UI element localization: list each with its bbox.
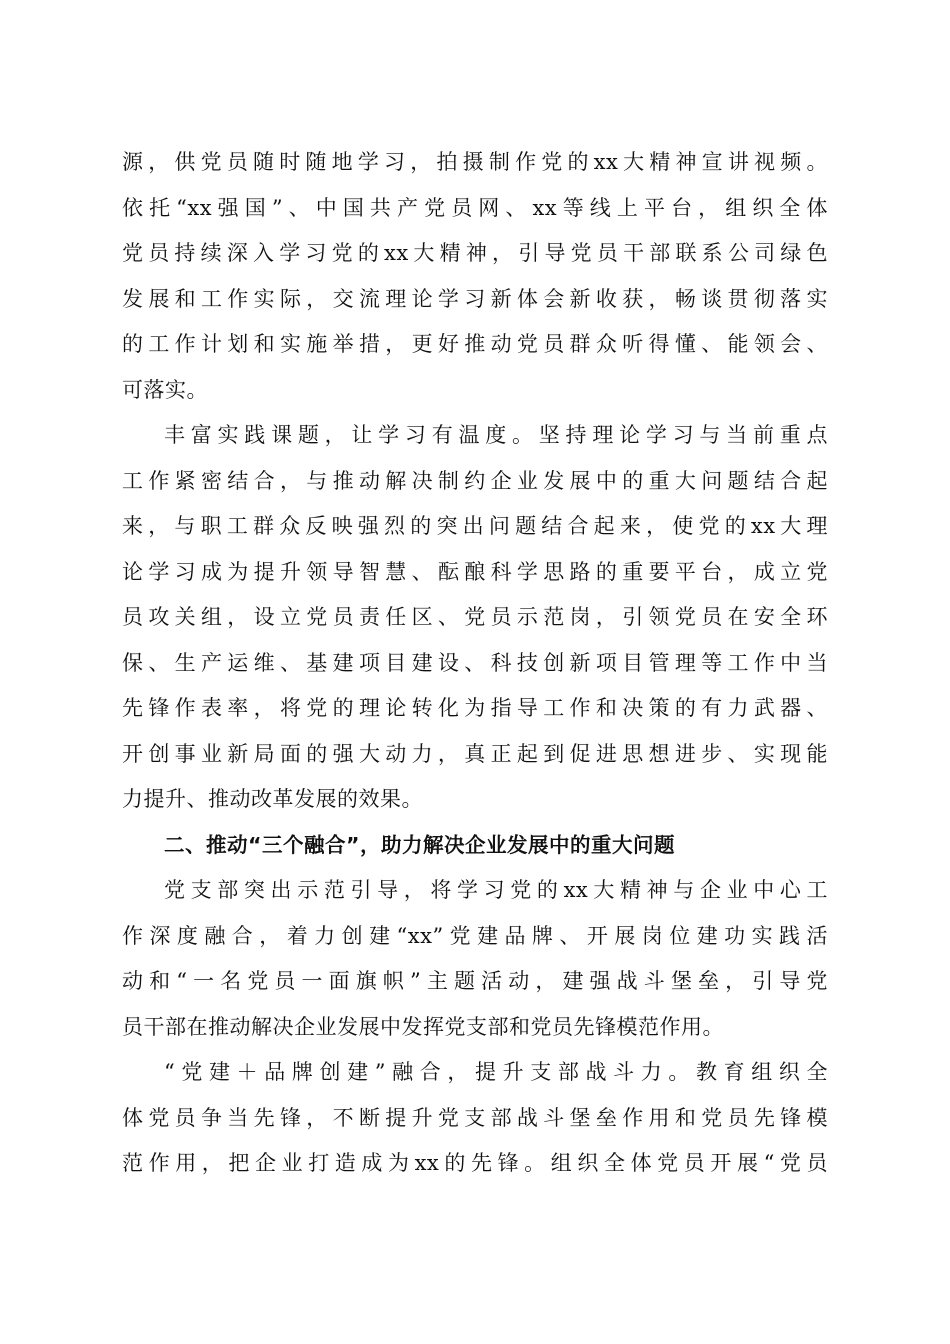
paragraph-line: 体党员争当先锋，不断提升党支部战斗堡垒作用和党员先锋模	[122, 1105, 828, 1130]
paragraph-line: 作深度融合，着力创建“xx”党建品牌、开展岗位建功实践活	[122, 923, 828, 948]
document-body	[122, 140, 828, 1187]
paragraph-line: 源，供党员随时随地学习，拍摄制作党的xx大精神宣讲视频。	[122, 150, 828, 174]
paragraph-line: 党员持续深入学习党的xx大精神，引导党员干部联系公司绿色	[122, 241, 828, 265]
paragraph-line: 论学习成为提升领导智慧、酝酿科学思路的重要平台，成立党	[122, 559, 828, 584]
paragraph-line: 范作用，把企业打造成为xx的先锋。组织全体党员开展“党员	[122, 1151, 828, 1175]
paragraph-line: 的工作计划和实施举措，更好推动党员群众听得懂、能领会、	[122, 332, 828, 356]
paragraph-line: 党支部突出示范引导，将学习党的xx大精神与企业中心工	[164, 878, 828, 902]
paragraph-line: 先锋作表率，将党的理论转化为指导工作和决策的有力武器、	[122, 696, 828, 720]
paragraph-line: 依托“xx强国”、中国共产党员网、xx等线上平台，组织全体	[122, 195, 828, 220]
paragraph-line: 丰富实践课题，让学习有温度。坚持理论学习与当前重点	[164, 423, 828, 447]
paragraph-line: 员干部在推动解决企业发展中发挥党支部和党员先锋模范作用。	[122, 1014, 724, 1039]
paragraph-line: “党建＋品牌创建”融合，提升支部战斗力。教育组织全	[164, 1060, 828, 1084]
paragraph-line: 保、生产运维、基建项目建设、科技创新项目管理等工作中当	[122, 650, 828, 675]
paragraph-line: 力提升、推动改革发展的效果。	[122, 787, 423, 811]
section-heading: 二、推动“三个融合”，助力解决企业发展中的重大问题	[164, 832, 675, 857]
paragraph-line: 员攻关组，设立党员责任区、党员示范岗，引领党员在安全环	[122, 605, 828, 629]
paragraph-line: 可落实。	[122, 377, 208, 402]
paragraph-line: 动和“一名党员一面旗帜”主题活动，建强战斗堡垒，引导党	[122, 969, 828, 993]
paragraph-line: 工作紧密结合，与推动解决制约企业发展中的重大问题结合起	[122, 468, 828, 493]
paragraph-line: 开创事业新局面的强大动力，真正起到促进思想进步、实现能	[122, 741, 828, 766]
paragraph-line: 来，与职工群众反映强烈的突出问题结合起来，使党的xx大理	[122, 514, 828, 538]
paragraph-line: 发展和工作实际，交流理论学习新体会新收获，畅谈贯彻落实	[122, 286, 828, 311]
